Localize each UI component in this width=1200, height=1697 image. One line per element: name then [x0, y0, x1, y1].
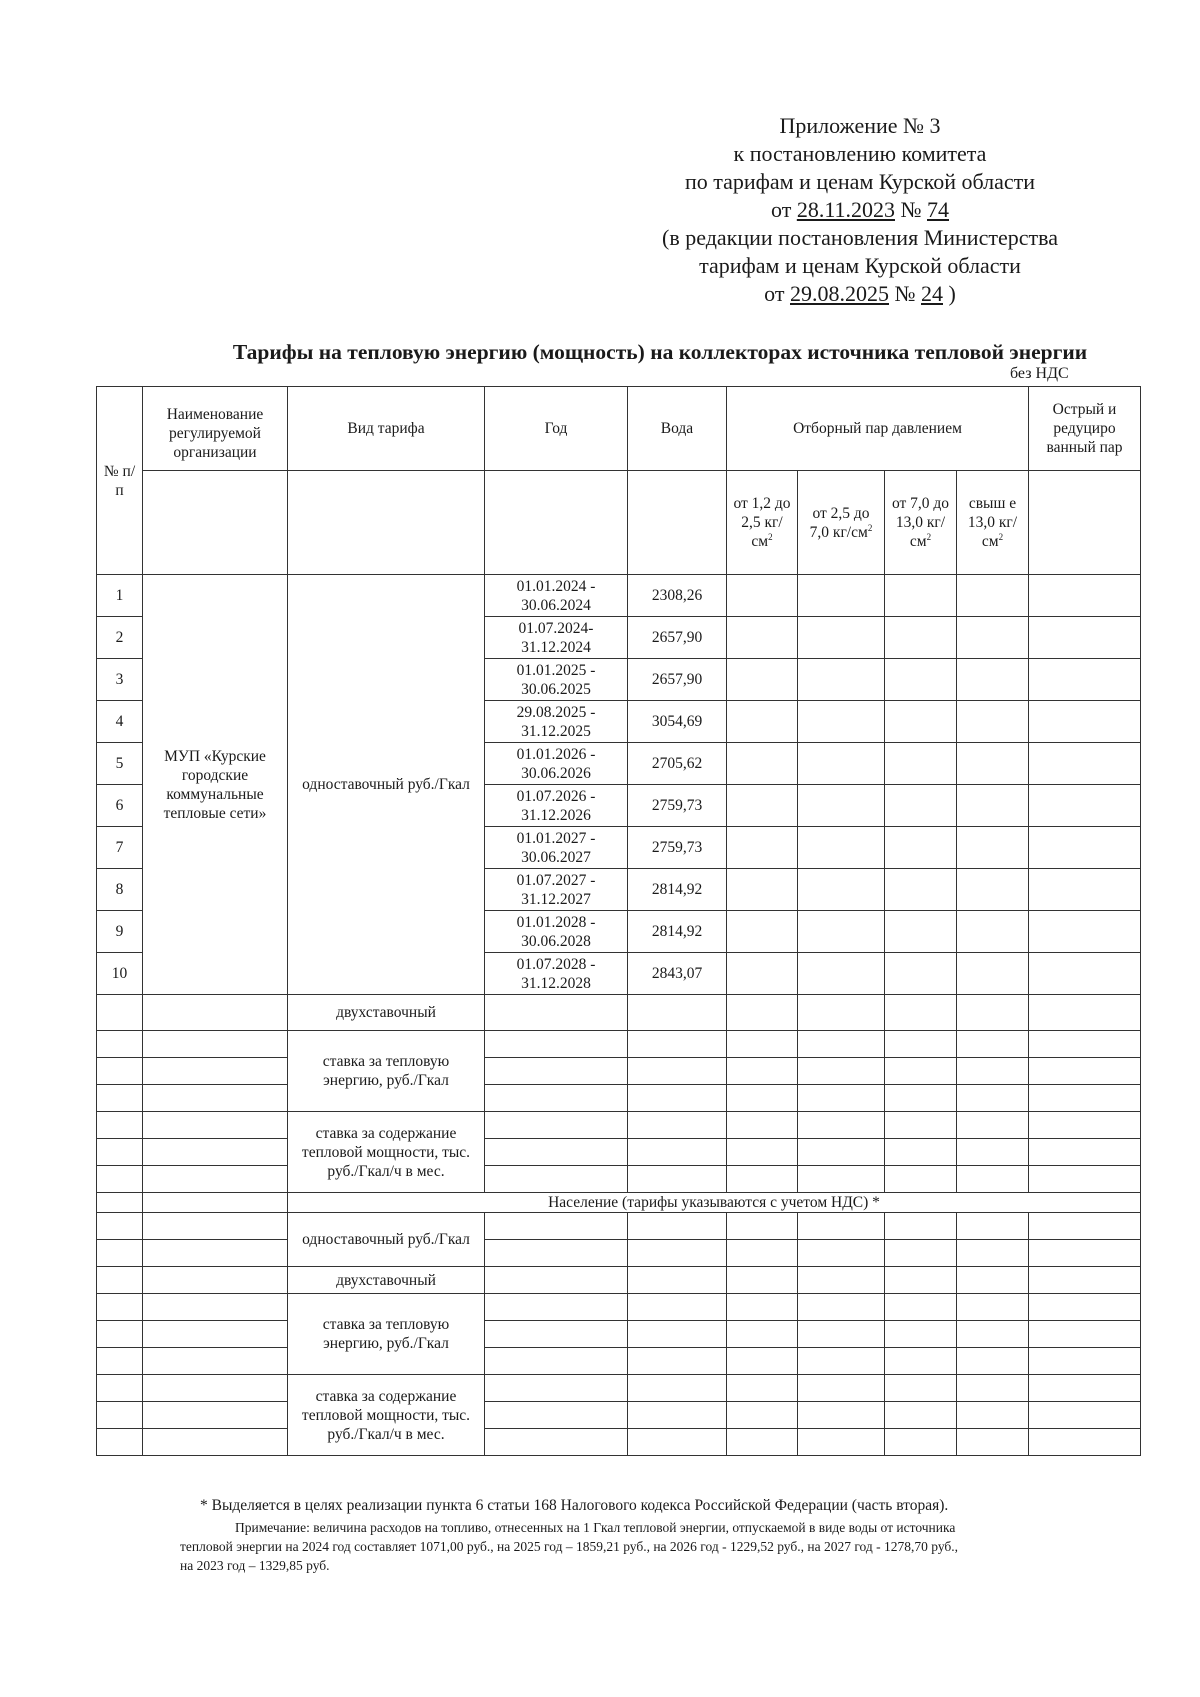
water-tariff: 2308,26 [628, 575, 727, 617]
period: 01.07.2027 - 31.12.2027 [485, 869, 628, 911]
resolution-number: 74 [927, 197, 949, 222]
number-sign: № [895, 197, 927, 222]
date-prefix: от [770, 197, 797, 222]
edition-date: 29.08.2025 [790, 281, 889, 306]
period: 01.01.2024 - 30.06.2024 [485, 575, 628, 617]
water-tariff: 2759,73 [628, 785, 727, 827]
edition-suffix: ) [943, 281, 956, 306]
row-number: 5 [97, 743, 143, 785]
row-number: 6 [97, 785, 143, 827]
organization-name: МУП «Курские городские коммунальные тепловые сети» [143, 575, 288, 995]
two-rate-label: двухставочный [288, 995, 485, 1031]
header-organization: Наименование регулируемой организации [143, 387, 288, 471]
period: 01.07.2026 - 31.12.2026 [485, 785, 628, 827]
header-year: Год [485, 387, 628, 471]
period: 29.08.2025 - 31.12.2025 [485, 701, 628, 743]
row-number: 8 [97, 869, 143, 911]
edition-date-line [600, 280, 1120, 308]
population-energy-rate-label: ставка за тепловую энергию, руб./Гкал [288, 1294, 485, 1375]
water-tariff: 2657,90 [628, 617, 727, 659]
header-num: № п/п [97, 387, 143, 575]
row-number: 3 [97, 659, 143, 701]
edition-number-sign: № [889, 281, 921, 306]
ministry-name: тарифам и ценам Курской области [699, 253, 1021, 278]
tariff-table [96, 386, 1141, 1456]
population-one-rate-label: одноставочный руб./Гкал [288, 1213, 485, 1267]
row-number: 9 [97, 911, 143, 953]
resolution-ref: к постановлению комитета [733, 141, 987, 166]
water-tariff: 2843,07 [628, 953, 727, 995]
resolution-date: 28.11.2023 [796, 197, 895, 222]
steam-range-1: от 1,2 до 2,5 $кг/см^2$ [727, 471, 798, 575]
resolution-date-line [600, 196, 1120, 224]
water-tariff: 3054,69 [628, 701, 727, 743]
tariff-type: одноставочный руб./Гкал [288, 575, 485, 995]
header-selected-steam: Отборный пар давлением [727, 387, 1029, 471]
header-blank [143, 471, 288, 575]
vat-footnote: * Выделяется в целях реализации пункта 6 статьи 168 Налогового кодекса Российской Федерации (часть вторая). [200, 1497, 949, 1514]
steam-range-3: от 7,0 до 13,0 $кг/см^2$ [885, 471, 957, 575]
note-line-2: тепловой энергии на 2024 год составляет 1071,00 руб., на 2025 год – 1859,21 руб., на 2026 год - 1229,52 руб., на 2027 год - 1278,70 руб., [180, 1539, 959, 1554]
header-blank [485, 471, 628, 575]
committee-name: по тарифам и ценам Курской области [684, 169, 1036, 194]
vat-note: без НДС [1010, 365, 1069, 382]
water-tariff: 2814,92 [628, 869, 727, 911]
water-tariff: 2814,92 [628, 911, 727, 953]
population-two-rate-label: двухставочный [288, 1267, 485, 1294]
header-blank [288, 471, 485, 575]
header-water: Вода [628, 387, 727, 471]
edition-note: (в редакции постановления Министерства [662, 225, 1058, 250]
header-sharp-steam: Острый и редуциро ванный пар [1029, 387, 1141, 471]
population-heading: Население (тарифы указываются с учетом НДС) * [288, 1193, 1141, 1213]
edition-date-prefix: от [764, 281, 790, 306]
population-capacity-rate-label: ставка за содержание тепловой мощности, тыс. руб./Гкал/ч в мес. [288, 1375, 485, 1456]
water-tariff: 2759,73 [628, 827, 727, 869]
period: 01.01.2027 - 30.06.2027 [485, 827, 628, 869]
document-title: Тарифы на тепловую энергию (мощность) на коллекторах источника тепловой энергии [232, 340, 1088, 364]
steam-range-2: от 2,5 до 7,0 $кг/см^2$ [798, 471, 885, 575]
row-number: 7 [97, 827, 143, 869]
row-number: 10 [97, 953, 143, 995]
row-number: 2 [97, 617, 143, 659]
period: 01.01.2028 - 30.06.2028 [485, 911, 628, 953]
table-row [97, 575, 1141, 617]
water-tariff: 2705,62 [628, 743, 727, 785]
period: 01.07.2028 - 31.12.2028 [485, 953, 628, 995]
period: 01.01.2025 - 30.06.2025 [485, 659, 628, 701]
period: 01.01.2026 - 30.06.2026 [485, 743, 628, 785]
edition-number: 24 [921, 281, 943, 306]
fuel-cost-note [180, 1518, 1140, 1575]
period: 01.07.2024- 31.12.2024 [485, 617, 628, 659]
header-blank [628, 471, 727, 575]
energy-rate-label: ставка за тепловую энергию, руб./Гкал [288, 1031, 485, 1112]
header-tariff-type: Вид тарифа [288, 387, 485, 471]
header-blank [1029, 471, 1141, 575]
steam-range-4: свыш е 13,0 $кг/см^2$ [957, 471, 1029, 575]
row-number: 4 [97, 701, 143, 743]
row-number: 1 [97, 575, 143, 617]
note-line-1: Примечание: величина расходов на топливо, отнесенных на 1 Гкал тепловой энергии, отпускаемой в виде воды от источника [235, 1520, 956, 1535]
water-tariff: 2657,90 [628, 659, 727, 701]
note-line-3: на 2023 год – 1329,85 руб. [180, 1558, 330, 1573]
capacity-rate-label: ставка за содержание тепловой мощности, тыс. руб./Гкал/ч в мес. [288, 1112, 485, 1193]
appendix-label: Приложение № 3 [779, 113, 941, 138]
document-header [600, 112, 1120, 308]
